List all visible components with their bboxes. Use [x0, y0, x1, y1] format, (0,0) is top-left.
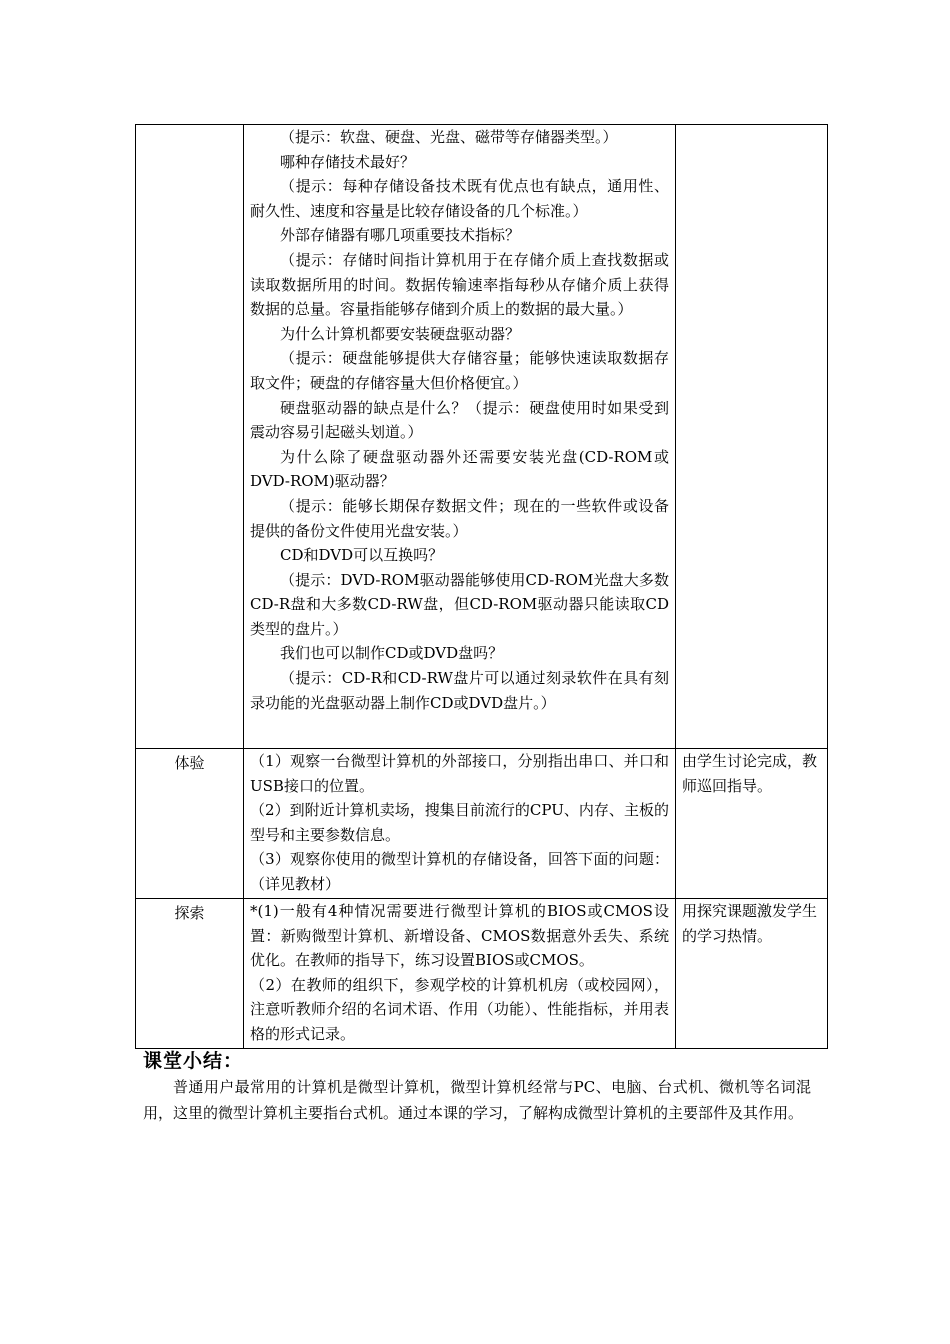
paragraph: 我们也可以制作CD或DVD盘吗？: [280, 644, 504, 663]
side-note-empty: [676, 125, 828, 749]
row-label-explore: 探索: [136, 899, 244, 1049]
paragraph: *(1)一般有4种情况需要进行微型计算机的BIOS或CMOS设置：新购微型计算机、新增设备、CMOS数据意外丢失、系统优化。在教师的指导下，练习设置BIOS或CMOS。: [250, 902, 669, 970]
discussion-content: [244, 125, 676, 749]
summary-heading: 课堂小结：: [143, 1050, 244, 1072]
paragraph: CD和DVD可以互换吗？: [280, 546, 444, 565]
table-row: [136, 749, 828, 899]
paragraph: （提示：DVD-ROM驱动器能够使用CD-ROM光盘大多数CD-R盘和大多数CD-RW盘，但CD-ROM驱动器只能读取CD类型的盘片。）: [250, 570, 669, 638]
lesson-activity-table: [135, 124, 828, 1049]
paragraph: （提示：存储时间指计算机用于在存储介质上查找数据或读取数据所用的时间。数据传输速率指每秒从存储介质上获得数据的总量。容量指能够存储到介质上的数据的最大量。）: [250, 250, 669, 319]
paragraph: （提示：能够长期保存数据文件；现在的一些软件或设备提供的备份文件使用光盘安装。）: [250, 496, 669, 540]
paragraph: （2）到附近计算机卖场，搜集目前流行的CPU、内存、主板的型号和主要参数信息。: [250, 801, 669, 844]
table-row: [136, 125, 828, 749]
explore-content: [244, 899, 676, 1049]
experience-content: [244, 749, 676, 899]
side-note-experience: [676, 749, 828, 899]
paragraph: 硬盘驱动器的缺点是什么？（提示：硬盘使用时如果受到震动容易引起磁头划道。）: [250, 398, 669, 442]
paragraph: （提示：硬盘能够提供大存储容量；能够快速读取数据存取文件；硬盘的存储容量大但价格便宜。）: [250, 349, 669, 392]
table-row: [136, 899, 828, 1049]
row-label-experience: 体验: [136, 749, 244, 899]
side-note-text: 由学生讨论完成，教师巡回指导。: [682, 752, 818, 795]
row-label-empty: [136, 125, 244, 749]
paragraph: 外部存储器有哪几项重要技术指标？: [280, 226, 521, 245]
paragraph: （提示：软盘、硬盘、光盘、磁带等存储器类型。）: [280, 128, 618, 146]
paragraph: 哪种存储技术最好？: [280, 152, 416, 171]
paragraph: 为什么除了硬盘驱动器外还需要安装光盘(CD-ROM或DVD-ROM)驱动器？: [250, 447, 669, 491]
side-note-text: 用探究课题激发学生的学习热情。: [682, 902, 818, 945]
paragraph: （提示：每种存储设备技术既有优点也有缺点，通用性、耐久性、速度和容量是比较存储设备的几个标准。）: [250, 177, 669, 220]
paragraph: （2）在教师的组织下，参观学校的计算机机房（或校园网），注意听教师介绍的名词术语、作用（功能）、性能指标，并用表格的形式记录。: [250, 975, 669, 1043]
paragraph: 为什么计算机都要安装硬盘驱动器？: [280, 324, 521, 343]
paragraph: （提示：CD-R和CD-RW盘片可以通过刻录软件在具有刻录功能的光盘驱动器上制作CD或DVD盘片。）: [250, 669, 669, 712]
paragraph: （3）观察你使用的微型计算机的存储设备，回答下面的问题：（详见教材）: [250, 850, 669, 893]
summary-paragraph: 普通用户最常用的计算机是微型计算机，微型计算机经常与PC、电脑、台式机、微机等名词混用，这里的微型计算机主要指台式机。通过本课的学习，了解构成微型计算机的主要部件及其作用。: [143, 1078, 811, 1122]
paragraph: （1）观察一台微型计算机的外部接口，分别指出串口、并口和USB接口的位置。: [250, 752, 669, 795]
side-note-explore: [676, 899, 828, 1049]
